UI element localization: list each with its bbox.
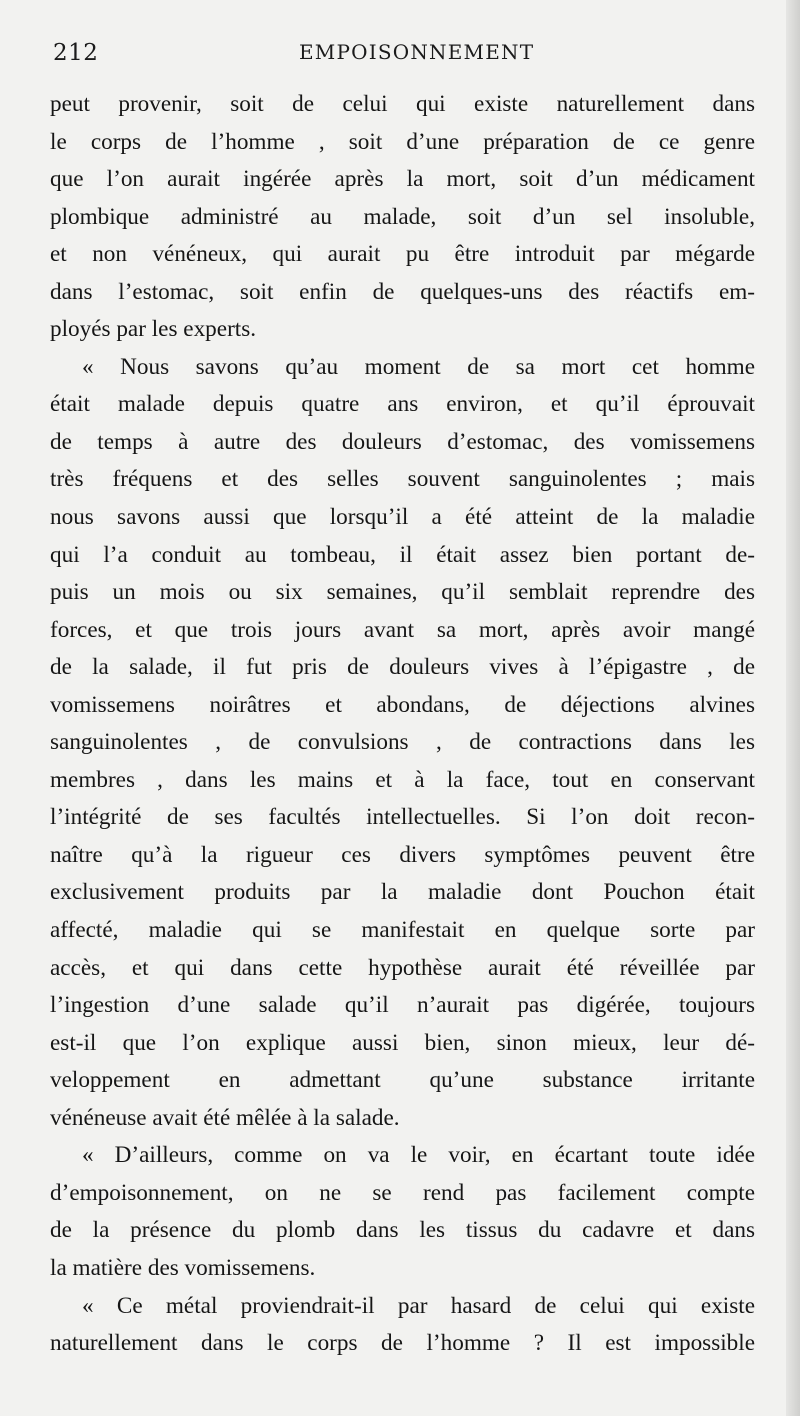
text-line: de la présence du plomb dans les tissus du cadavre et dans [50, 1217, 755, 1244]
text-line: forces, et que trois jours avant sa mort, après avoir mangé [50, 616, 755, 643]
text-line: l’ingestion d’une salade qu’il n’aurait pas digérée, toujours [50, 992, 755, 1019]
text-line: naître qu’à la rigueur ces divers symptômes peuvent être [50, 841, 755, 868]
text-line-paragraph-end: ployés par les experts. [50, 316, 257, 343]
text-line: sanguinolentes , de convulsions , de contractions dans les [50, 729, 755, 756]
text-line: membres , dans les mains et à la face, tout en conservant [50, 766, 755, 793]
text-line-paragraph-end: la matière des vomissemens. [50, 1254, 316, 1281]
running-title: EMPOISONNEMENT [299, 40, 535, 64]
text-line: vomissemens noirâtres et abondans, de déjections alvines [50, 691, 755, 718]
text-line: de temps à autre des douleurs d’estomac, des vomissemens [50, 428, 755, 455]
text-line: d’empoisonnement, on ne se rend pas facilement compte [50, 1179, 755, 1206]
text-line: le corps de l’homme , soit d’une préparation de ce genre [50, 128, 755, 155]
text-line: est-il que l’on explique aussi bien, sinon mieux, leur dé- [50, 1029, 755, 1056]
page-edge-shadow [786, 0, 800, 1416]
text-line: puis un mois ou six semaines, qu’il semblait reprendre des [50, 579, 755, 606]
text-line: qui l’a conduit au tombeau, il était assez bien portant de- [50, 541, 755, 568]
text-line: exclusivement produits par la maladie dont Pouchon était [50, 879, 755, 906]
text-line: et non vénéneux, qui aurait pu être introduit par mégarde [50, 241, 755, 268]
text-line-paragraph-end: vénéneuse avait été mêlée à la salade. [50, 1104, 400, 1131]
text-line: veloppement en admettant qu’une substance irritante [50, 1067, 755, 1094]
text-line: de la salade, il fut pris de douleurs vives à l’épigastre , de [50, 654, 755, 681]
text-line: nous savons aussi que lorsqu’il a été atteint de la maladie [50, 504, 755, 531]
text-line-paragraph-start: « Nous savons qu’au moment de sa mort cet homme [82, 353, 755, 380]
text-line: accès, et qui dans cette hypothèse aurait été réveillée par [50, 954, 755, 981]
text-line: était malade depuis quatre ans environ, et qu’il éprouvait [50, 391, 755, 418]
text-line-paragraph-start: « Ce métal proviendrait-il par hasard de celui qui existe [82, 1292, 755, 1319]
text-line: plombique administré au malade, soit d’un sel insoluble, [50, 203, 755, 230]
text-line: l’intégrité de ses facultés intellectuelles. Si l’on doit recon- [50, 804, 755, 831]
text-line: naturellement dans le corps de l’homme ? Il est impossible [50, 1330, 755, 1357]
text-line: dans l’estomac, soit enfin de quelques-uns des réactifs em- [50, 278, 755, 305]
running-head [53, 40, 753, 76]
text-line: affecté, maladie qui se manifestait en quelque sorte par [50, 917, 755, 944]
text-line-paragraph-start: « D’ailleurs, comme on va le voir, en écartant toute idée [82, 1142, 755, 1169]
text-line: que l’on aurait ingérée après la mort, soit d’un médicament [50, 166, 755, 193]
page-number: 212 [53, 40, 99, 66]
text-line: peut provenir, soit de celui qui existe naturellement dans [50, 91, 755, 117]
body-text [50, 86, 755, 1363]
text-line: très fréquens et des selles souvent sanguinolentes ; mais [50, 466, 755, 493]
